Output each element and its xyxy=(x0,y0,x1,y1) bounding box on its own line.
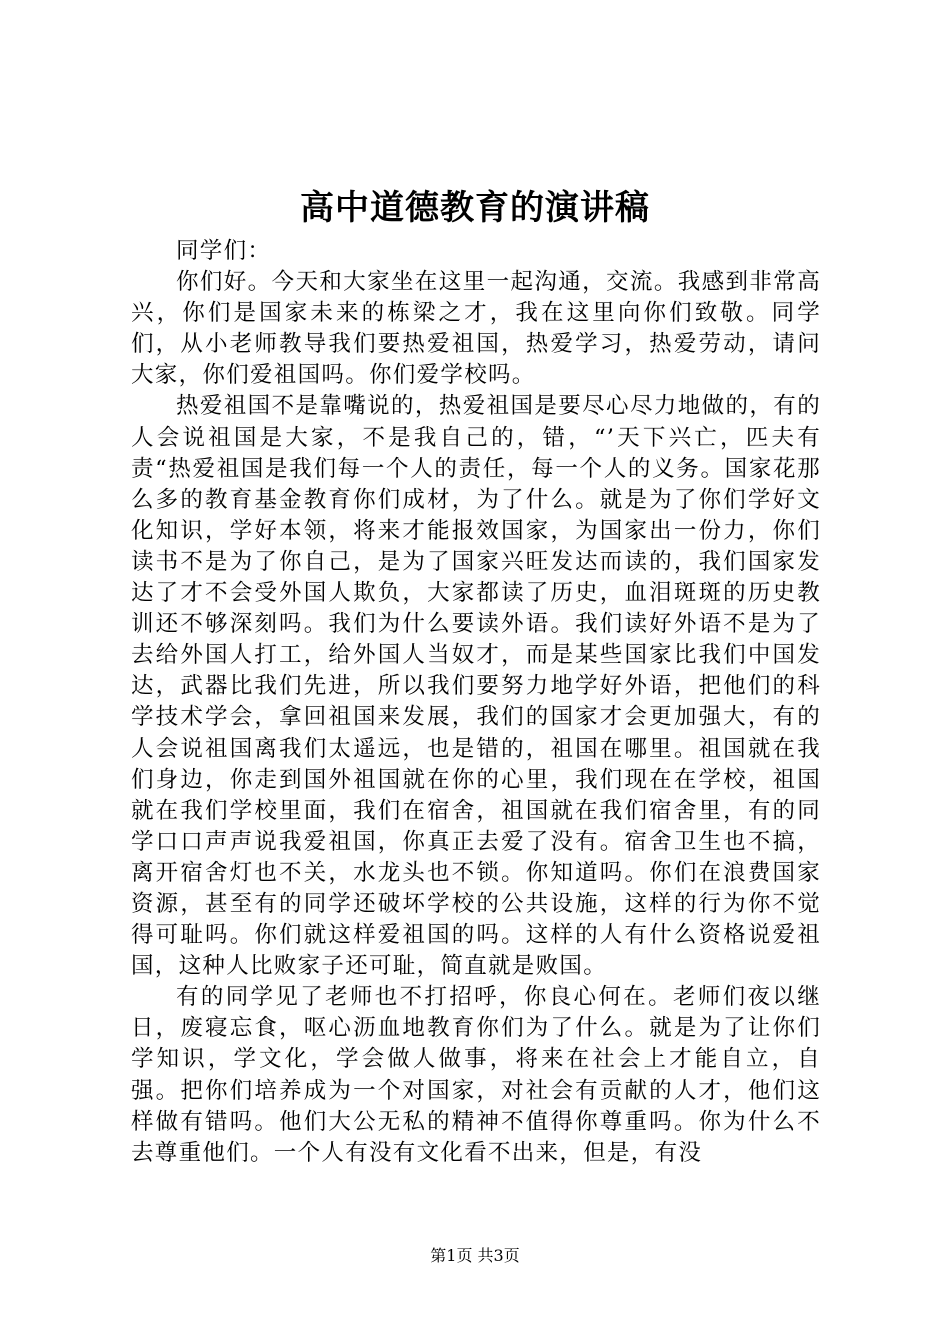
body-paragraph: 热爱祖国不是靠嘴说的，热爱祖国是要尽心尽力地做的，有的人会说祖国是大家，不是我自己的，错，“’天下兴亡，匹夫有责“热爱祖国是我们每一个人的责任，每一个人的义务。国家花那么多的教育基金教育你们成材，为了什么。就是为了你们学好文化知识，学好本领，将来才能报效国家，为国家出一份力，你们读书不是为了你自己，是为了国家兴旺发达而读的，我们国家发达了才不会受外国人欺负，大家都读了历史，血泪斑斑的历史教训还不够深刻吗。我们为什么要读外语。我们读好外语不是为了去给外国人打工，给外国人当奴才，而是某些国家比我们中国发达，武器比我们先进，所以我们要努力地学好外语，把他们的科学技术学会，拿回祖国来发展，我们的国家才会更加强大，有的人会说祖国离我们太遥远，也是错的，祖国在哪里。祖国就在我们身边，你走到国外祖国就在你的心里，我们现在在学校，祖国就在我们学校里面，我们在宿舍，祖国就在我们宿舍里，有的同学口口声声说我爱祖国，你真正去爱了没有。宿舍卫生也不搞，离开宿舍灯也不关，水龙头也不锁。你知道吗。你们在浪费国家资源，甚至有的同学还破坏学校的公共设施，这样的行为你不觉得可耻吗。你们就这样爱祖国的吗。这样的人有什么资格说爱祖国，这种人比败家子还可耻，简直就是败国。 xyxy=(131,393,821,980)
page-footer: 第1页 共3页 xyxy=(430,1246,520,1265)
document-body xyxy=(131,236,821,1169)
document-title: 高中道德教育的演讲稿 xyxy=(300,188,650,228)
salutation-paragraph: 同学们： xyxy=(176,238,272,264)
body-paragraph: 有的同学见了老师也不打招呼，你良心何在。老师们夜以继日，废寝忘食，呕心沥血地教育你们为了什么。就是为了让你们学知识，学文化，学会做人做事，将来在社会上才能自立，自强。把你们培养成为一个对国家，对社会有贡献的人才，他们这样做有错吗。他们大公无私的精神不值得你尊重吗。你为什么不去尊重他们。一个人有没有文化看不出来，但是，有没 xyxy=(131,984,821,1166)
body-paragraph: 你们好。今天和大家坐在这里一起沟通，交流。我感到非常高兴，你们是国家未来的栋梁之才，我在这里向你们致敬。同学们，从小老师教导我们要热爱祖国，热爱学习，热爱劳动，请问大家，你们爱祖国吗。你们爱学校吗。 xyxy=(131,269,821,389)
